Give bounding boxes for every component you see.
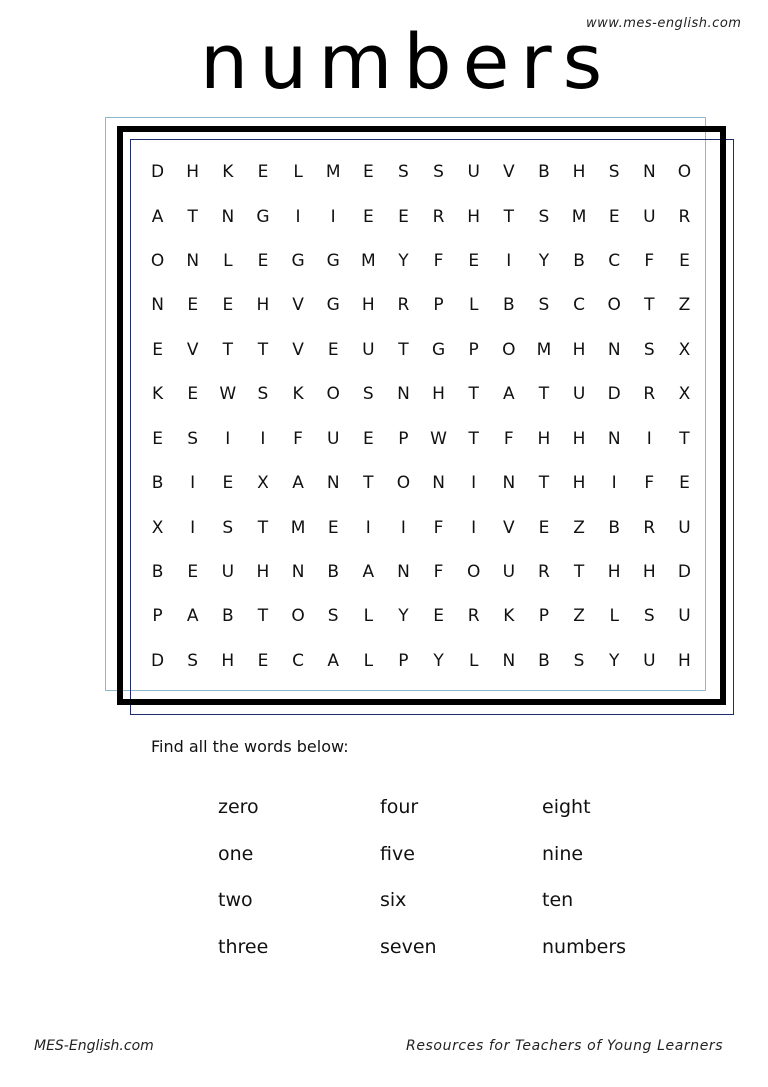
grid-letter: U [678,517,691,538]
grid-letter: N [397,384,410,405]
grid-letter: S [643,339,655,360]
grid-letter: O [291,606,305,627]
grid-letter: R [467,606,480,627]
grid-letter: P [538,606,550,627]
grid-letter: B [221,606,234,627]
grid-letter: Y [398,251,409,272]
grid-letter: X [257,473,269,494]
grid-letter: Z [573,517,585,538]
grid-letter: I [506,251,512,272]
grid-letter: I [365,517,371,538]
grid-letter: E [222,295,234,316]
grid-letter: H [678,650,691,671]
word-search-grid [140,150,702,683]
grid-letter: O [607,295,621,316]
grid-letter: A [362,561,375,582]
word-list-item: three [218,935,269,958]
grid-letter: N [642,162,656,183]
grid-letter: N [221,206,235,227]
grid-letter: T [363,473,374,494]
grid-letter: I [190,517,196,538]
word-list-item: ten [542,889,574,911]
grid-letter: B [327,561,340,582]
grid-letter: R [432,206,445,227]
grid-letter: U [643,650,656,671]
grid-letter: E [327,339,339,360]
grid-letter: D [151,162,165,183]
grid-letter: S [398,162,409,183]
grid-letter: T [538,473,550,494]
grid-letter: E [398,206,409,227]
site-url: www.mes-english.com [586,16,742,31]
grid-letter: H [256,561,270,582]
grid-letter: T [468,384,479,405]
grid-letter: F [503,428,514,449]
grid-letter: A [186,606,199,627]
grid-letter: U [362,339,375,360]
grid-letter: H [572,428,586,449]
grid-letter: Z [573,606,585,627]
grid-letter: P [398,428,409,449]
word-list-item: nine [542,842,584,865]
grid-letter: T [257,339,269,360]
grid-letter: P [398,650,409,671]
grid-letter: E [257,162,269,183]
grid-letter: T [257,606,269,627]
grid-letter: N [186,251,200,272]
grid-letter: R [643,517,656,538]
grid-letter: Y [538,251,550,272]
grid-letter: E [222,473,234,494]
grid-letter: B [573,251,585,272]
grid-letter: E [679,473,690,494]
grid-letter: G [291,251,305,272]
grid-letter: T [538,384,550,405]
word-list-item: two [218,889,253,911]
grid-letter: U [326,428,340,449]
grid-letter: S [538,295,550,316]
grid-letter: H [467,206,481,227]
word-list [218,788,678,978]
grid-letter: S [187,650,199,671]
grid-letter: O [466,561,481,582]
grid-letter: K [503,606,515,627]
grid-letter: N [291,561,305,582]
grid-letter: A [151,206,164,227]
grid-letter: R [643,384,656,405]
grid-letter: B [608,517,621,538]
grid-letter: E [362,428,374,449]
grid-letter: Z [678,295,691,316]
grid-letter: L [363,650,374,671]
word-list-item: six [380,889,407,911]
grid-letter: Y [398,606,409,627]
grid-letter: N [397,561,410,582]
grid-letter: W [430,428,447,449]
grid-letter: T [222,339,233,360]
grid-letter: O [150,251,165,272]
grid-letter: N [432,473,445,494]
grid-letter: E [257,650,269,671]
grid-letter: G [431,339,446,360]
grid-letter: U [467,162,480,183]
grid-letter: V [186,339,199,360]
word-list-item: numbers [542,935,627,958]
grid-letter: S [257,384,269,405]
grid-letter: R [678,206,691,227]
grid-letter: F [433,517,444,538]
grid-letter: I [471,517,477,538]
grid-letter: R [397,295,410,316]
grid-letter: T [503,206,514,227]
grid-letter: T [468,428,479,449]
grid-letter: I [260,428,266,449]
grid-letter: S [433,162,444,183]
grid-letter: E [608,206,620,227]
grid-letter: R [538,561,550,582]
grid-letter: B [502,295,515,316]
grid-letter: C [292,650,304,671]
grid-letter: U [678,606,691,627]
grid-letter: I [190,473,196,494]
grid-letter: O [677,162,692,183]
grid-letter: H [607,561,621,582]
grid-letter: S [573,650,585,671]
grid-letter: T [679,428,690,449]
instructions: Find all the words below: [151,737,349,756]
grid-letter: H [186,162,200,183]
grid-letter: H [572,473,586,494]
grid-letter: M [360,251,376,272]
grid-letter: X [678,384,691,405]
grid-letter: K [292,384,304,405]
grid-letter: E [187,384,199,405]
grid-letter: E [257,251,269,272]
grid-letter: G [326,251,340,272]
grid-letter: T [573,561,585,582]
grid-letter: I [646,428,652,449]
grid-letter: U [643,206,656,227]
grid-letter: B [151,561,164,582]
grid-letter: T [398,339,409,360]
grid-letter: M [325,162,341,183]
grid-letter: E [468,251,480,272]
grid-letter: H [256,295,270,316]
footer-tagline: Resources for Teachers of Young Learners [406,1038,724,1054]
grid-letter: A [292,473,304,494]
grid-letter: S [643,606,655,627]
word-list-item: zero [218,796,259,818]
grid-letter: N [151,295,164,316]
grid-letter: F [433,561,444,582]
grid-letter: E [362,162,374,183]
grid-letter: H [642,561,656,582]
grid-letter: B [538,162,550,183]
grid-letter: I [330,206,336,227]
word-list-item: four [380,796,419,818]
grid-letter: I [611,473,617,494]
grid-letter: Y [608,650,620,671]
grid-letter: U [502,561,516,582]
grid-letter: S [187,428,199,449]
grid-letter: N [607,428,621,449]
grid-letter: S [538,206,550,227]
word-list-item: seven [380,935,437,958]
grid-letter: G [326,295,340,316]
footer-site-name: MES-English.com [34,1038,154,1054]
grid-letter: B [538,650,550,671]
grid-letter: L [468,295,479,316]
grid-letter: G [256,206,270,227]
grid-letter: A [502,384,515,405]
grid-letter: L [468,650,479,671]
grid-letter: L [609,606,619,627]
word-list-item: five [380,842,415,865]
grid-letter: H [361,295,375,316]
grid-letter: V [292,339,304,360]
grid-letter: E [152,339,163,360]
grid-letter: P [433,295,444,316]
grid-letter: I [225,428,231,449]
page-title: numbers [200,17,614,106]
grid-letter: E [362,206,374,227]
grid-letter: M [536,339,552,360]
grid-letter: O [326,384,340,405]
grid-letter: H [572,339,586,360]
grid-letter: M [571,206,587,227]
grid-letter: X [678,339,691,360]
grid-letter: V [502,162,515,183]
grid-letter: W [219,384,237,405]
grid-letter: K [222,162,234,183]
grid-letter: H [537,428,551,449]
grid-letter: S [327,606,339,627]
grid-letter: D [607,384,621,405]
grid-letter: L [293,162,303,183]
grid-letter: L [223,251,233,272]
grid-letter: E [538,517,550,538]
grid-letter: N [502,650,516,671]
grid-letter: V [502,517,515,538]
grid-letter: C [573,295,585,316]
grid-letter: U [221,561,235,582]
grid-letter: T [644,295,655,316]
grid-letter: D [151,650,165,671]
grid-letter: I [295,206,301,227]
grid-letter: S [362,384,374,405]
grid-letter: F [293,428,303,449]
grid-letter: B [151,473,164,494]
grid-letter: T [187,206,198,227]
word-list-item: one [218,842,254,865]
grid-letter: O [502,339,516,360]
grid-letter: U [572,384,586,405]
grid-letter: P [468,339,479,360]
grid-letter: E [679,251,690,272]
grid-letter: X [151,517,164,538]
grid-letter: H [432,384,445,405]
grid-letter: M [290,517,306,538]
grid-letter: F [644,251,655,272]
grid-letter: E [152,428,163,449]
grid-letter: L [363,606,374,627]
grid-letter: N [607,339,621,360]
grid-letter: E [433,606,444,627]
grid-letter: H [221,650,235,671]
grid-letter: C [608,251,621,272]
grid-letter: E [187,561,199,582]
grid-letter: S [608,162,620,183]
grid-letter: E [327,517,339,538]
grid-letter: S [222,517,234,538]
grid-letter: N [326,473,340,494]
grid-letter: I [400,517,406,538]
grid-letter: I [471,473,477,494]
grid-letter: E [187,295,199,316]
grid-letter: D [677,561,691,582]
grid-letter: N [502,473,516,494]
word-list-item: eight [542,796,591,818]
grid-letter: A [327,650,339,671]
grid-letter: F [433,251,444,272]
grid-letter: H [572,162,586,183]
grid-letter: F [644,473,655,494]
grid-letter: K [151,384,164,405]
grid-letter: Y [433,650,444,671]
grid-letter: V [292,295,304,316]
grid-letter: O [396,473,411,494]
grid-letter: P [152,606,163,627]
grid-letter: T [257,517,269,538]
